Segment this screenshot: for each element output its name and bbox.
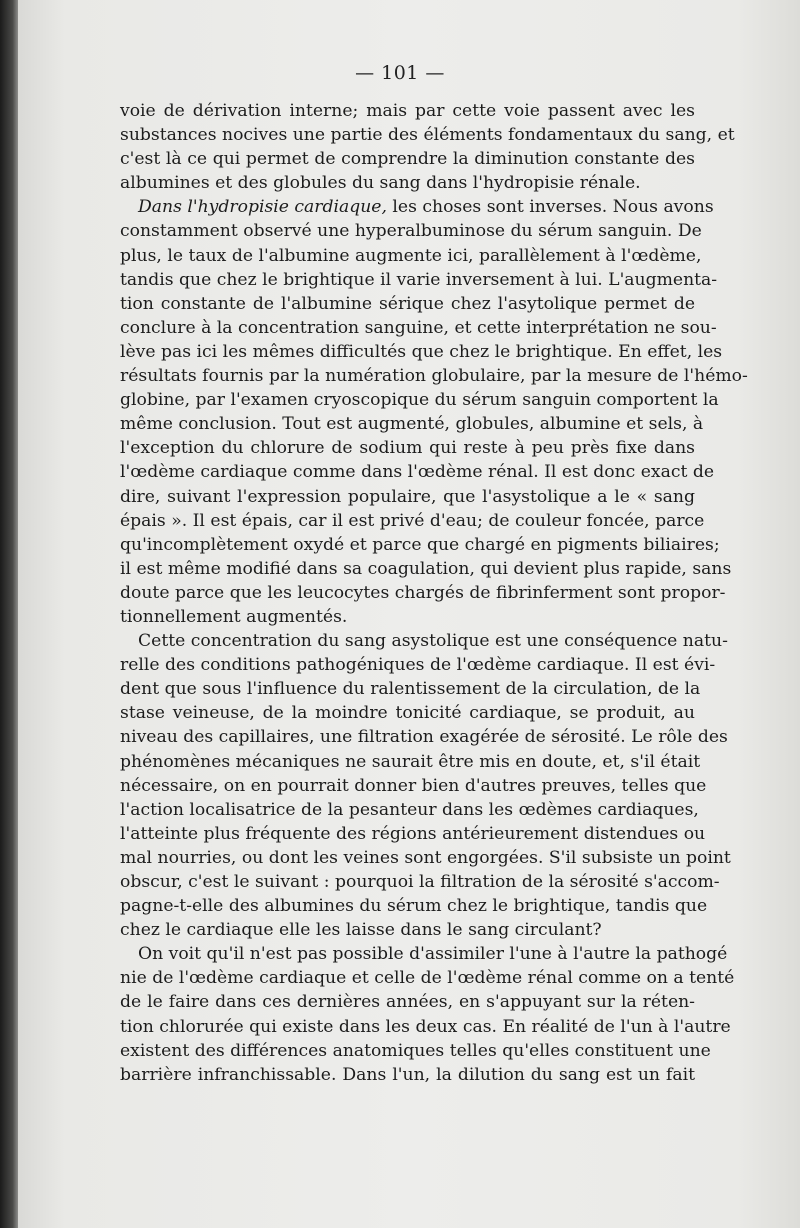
text-line: Cette concentration du sang asystolique est une conséquence natu- bbox=[138, 631, 728, 652]
text-line: nécessaire, on en pourrait donner bien d'autres preuves, telles que bbox=[120, 775, 707, 796]
text-line: l'atteinte plus fréquente des régions antérieurement distendues ou bbox=[120, 823, 706, 844]
text-line: On voit qu'il n'est pas possible d'assimiler l'une à l'autre la pathogé bbox=[138, 944, 728, 965]
text-line: lève pas ici les mêmes difficultés que chez le brightique. En effet, les bbox=[120, 341, 723, 362]
text-line: tionnellement augmentés. bbox=[120, 606, 348, 627]
text-line: tion chlorurée qui existe dans les deux cas. En réalité de l'un à l'autre bbox=[120, 1016, 731, 1037]
text-line: l'action localisatrice de la pesanteur dans les œdèmes cardiaques, bbox=[120, 799, 699, 820]
text-line: plus, le taux de l'albumine augmente ici, parallèlement à l'œdème, bbox=[120, 245, 702, 266]
text-line: l'exception du chlorure de sodium qui reste à peu près fixe dans bbox=[120, 438, 695, 459]
text-line: c'est là ce qui permet de comprendre la diminution constante des bbox=[120, 149, 695, 170]
text-line: relle des conditions pathogéniques de l'œdème cardiaque. Il est évi- bbox=[120, 655, 716, 676]
italic-phrase: Dans l'hydropisie cardiaque, bbox=[138, 197, 387, 218]
scan-edge-shadow bbox=[0, 0, 18, 1228]
text-line: nie de l'œdème cardiaque et celle de l'œdème rénal comme on a tenté bbox=[120, 968, 735, 989]
text-line: dent que sous l'influence du ralentissement de la circulation, de la bbox=[120, 679, 701, 700]
text-line: substances nocives une partie des éléments fondamentaux du sang, et bbox=[120, 125, 735, 146]
text-line: phénomènes mécaniques ne saurait être mis en doute, et, s'il était bbox=[120, 751, 701, 772]
text-line: tandis que chez le brightique il varie inversement à lui. L'augmenta- bbox=[120, 269, 718, 290]
text-line: l'œdème cardiaque comme dans l'œdème rénal. Il est donc exact de bbox=[120, 462, 715, 483]
text-line: existent des différences anatomiques telles qu'elles constituent une bbox=[120, 1040, 711, 1061]
text-line: doute parce que les leucocytes chargés de fibrinferment sont propor- bbox=[120, 582, 726, 603]
text-line: épais ». Il est épais, car il est privé d'eau; de couleur foncée, parce bbox=[120, 510, 705, 531]
page-number: — 101 — bbox=[355, 62, 445, 84]
text-line: voie de dérivation interne; mais par cette voie passent avec les bbox=[120, 101, 695, 121]
text-line: de le faire dans ces dernières années, en s'appuyant sur la réten- bbox=[120, 992, 695, 1013]
body-text bbox=[120, 99, 748, 1087]
text-line: tion constante de l'albumine sérique chez l'asytolique permet de bbox=[120, 293, 695, 314]
text-line: constamment observé une hyperalbuminose du sérum sanguin. De bbox=[120, 221, 702, 242]
text-line: il est même modifié dans sa coagulation, qui devient plus rapide, sans bbox=[120, 558, 732, 579]
text-line: obscur, c'est le suivant : pourquoi la filtration de la sérosité s'accom- bbox=[120, 872, 720, 892]
text-line: barrière infranchissable. Dans l'un, la dilution du sang est un fait bbox=[120, 1064, 695, 1085]
text-line: qu'incomplètement oxydé et parce que chargé en pigments biliaires; bbox=[120, 534, 720, 555]
text-line: résultats fournis par la numération globulaire, par la mesure de l'hémo- bbox=[120, 366, 748, 387]
text-line: albumines et des globules du sang dans l'hydropisie rénale. bbox=[120, 173, 641, 194]
text-line: globine, par l'examen cryoscopique du sérum sanguin comportent la bbox=[120, 390, 719, 411]
text-line: conclure à la concentration sanguine, et cette interprétation ne sou- bbox=[120, 317, 717, 338]
text-line: dire, suivant l'expression populaire, que l'asystolique a le « sang bbox=[120, 486, 695, 507]
text-line: stase veineuse, de la moindre tonicité cardiaque, se produit, au bbox=[120, 703, 695, 724]
text-line: pagne-t-elle des albumines du sérum chez le brightique, tandis que bbox=[120, 896, 708, 917]
text-line bbox=[120, 195, 714, 219]
text-line: même conclusion. Tout est augmenté, globules, albumine et sels, à bbox=[120, 414, 704, 435]
text-line: niveau des capillaires, une filtration exagérée de sérosité. Le rôle des bbox=[120, 727, 728, 748]
text-line-rest: les choses sont inverses. Nous avons bbox=[386, 197, 714, 218]
text-line: mal nourries, ou dont les veines sont engorgées. S'il subsiste un point bbox=[120, 847, 731, 868]
text-line: chez le cardiaque elle les laisse dans le sang circulant? bbox=[120, 920, 602, 941]
